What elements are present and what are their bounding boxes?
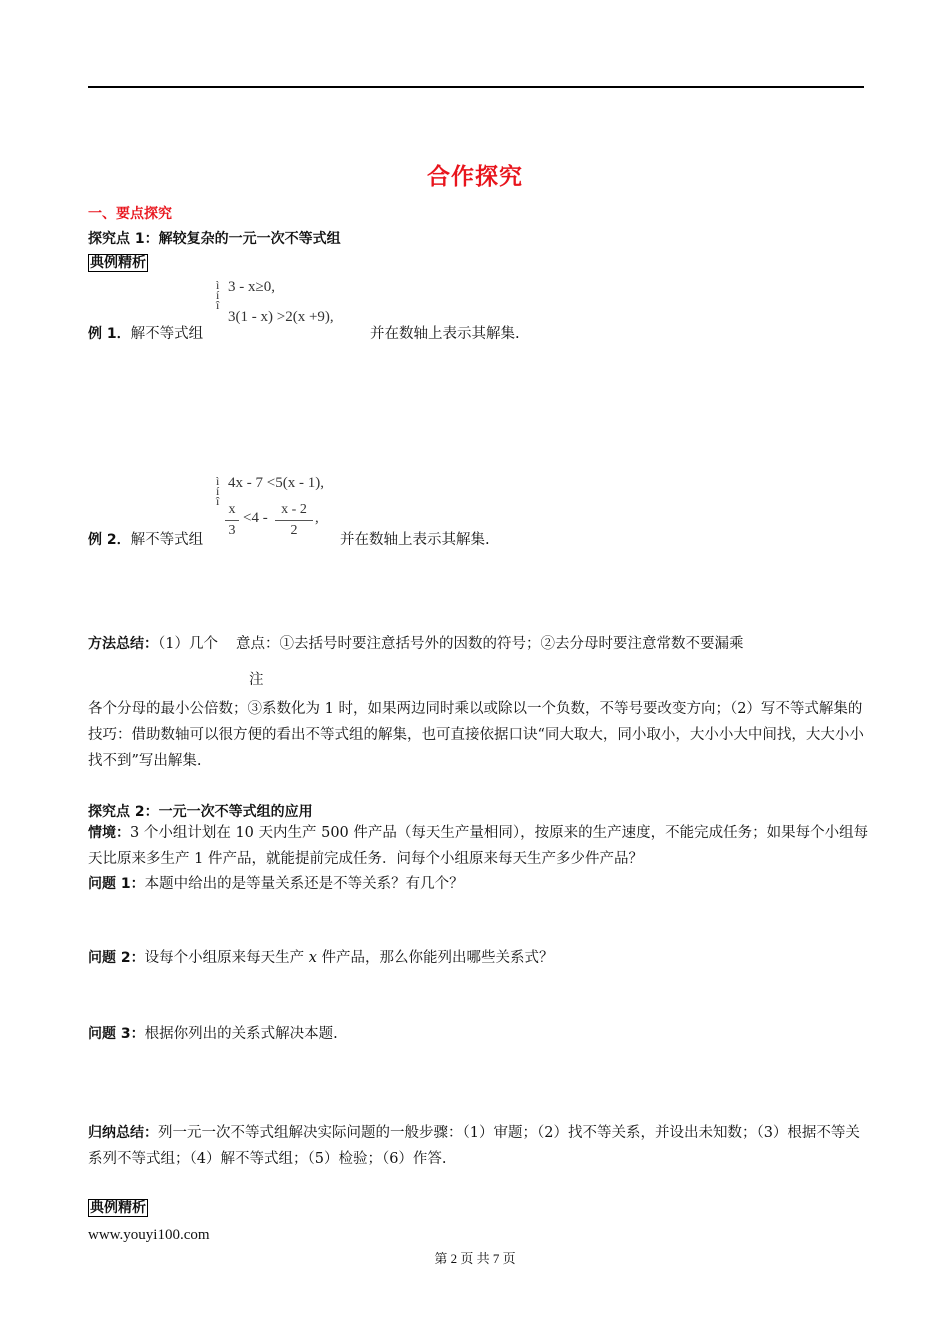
example2-frac2-num: x - 2	[281, 502, 307, 517]
induction-label: 归纳总结：	[88, 1125, 158, 1141]
method-summary-start: （1）几个	[158, 636, 218, 652]
footer-url[interactable]: www.youyi100.com	[88, 1227, 210, 1243]
example2-end: ,	[315, 510, 319, 526]
example2-suffix: 并在数轴上表示其解集.	[340, 532, 490, 548]
fraction-bar	[275, 520, 313, 521]
point1-heading: 探究点 1：解较复杂的一元一次不等式组	[88, 231, 341, 247]
method-summary-line1	[88, 632, 743, 653]
example1-line1: 3 - x≥0,	[228, 279, 275, 295]
section-heading: 一、要点探究	[88, 206, 172, 222]
page-title: 合作探究	[427, 164, 523, 190]
example1-prefix: 解不等式组	[130, 326, 204, 342]
point2-heading: 探究点 2：一元一次不等式组的应用	[88, 804, 313, 820]
question2-text-a: 设每个小组原来每天生产	[144, 950, 305, 966]
induction-text: 列一元一次不等式组解决实际问题的一般步骤：（1）审题；（2）找不等关系，并设出未知数；（3）根据不等关系列不等式组；（4）解不等式组；（5）检验；（6）作答.	[88, 1125, 860, 1167]
question1-label: 问题 1：	[88, 876, 145, 892]
method-summary-rest: 意点：①去括号时要注意括号外的因数的符号；②去分母时要注意常数不要漏乘	[235, 636, 744, 652]
footer-page-number: 第 2 页 共 7 页	[434, 1251, 516, 1266]
example2-line1: 4x - 7 <5(x - 1),	[228, 475, 324, 491]
example2-frac2-den: 2	[290, 523, 298, 538]
question2	[88, 946, 554, 967]
situation	[88, 820, 874, 872]
example1-text	[88, 322, 203, 343]
question1-text: 本题中给出的是等量关系还是不等关系？有几个？	[144, 876, 464, 892]
question2-label: 问题 2：	[88, 950, 145, 966]
question3	[88, 1022, 338, 1043]
method-summary-text: 各个分母的最小公倍数；③系数化为 1 时，如果两边同时乘以或除以一个负数，不等号要改变方向；（2）写不等式解集的技巧：借助数轴可以很方便的看出不等式组的解集，也可直接依据口诀“同大取大，同小取小，大小小大中间找，大大小小找不到”写出解集.	[88, 701, 864, 769]
method-summary-label: 方法总结：	[88, 636, 158, 652]
induction-summary	[88, 1120, 874, 1172]
brace-icon: ì í î	[216, 474, 220, 508]
example2-frac1-num: x	[228, 502, 236, 517]
question1	[88, 872, 464, 893]
example2-label: 例 2．	[88, 532, 131, 548]
question2-var: x	[308, 950, 317, 966]
example1-suffix: 并在数轴上表示其解集.	[370, 326, 520, 342]
fraction-bar	[225, 520, 239, 521]
example1-label: 例 1．	[88, 326, 131, 342]
example1-line2: 3(1 - x) >2(x +9),	[228, 309, 334, 325]
question3-label: 问题 3：	[88, 1026, 145, 1042]
examples-label-2: 典例精析	[90, 1200, 146, 1216]
header-rule	[88, 86, 864, 88]
brace-icon: ì í î	[216, 278, 220, 312]
question2-text-b: 件产品，那么你能列出哪些关系式？	[321, 950, 554, 966]
question3-text: 根据你列出的关系式解决本题.	[144, 1026, 338, 1042]
situation-text: 3 个小组计划在 10 天内生产 500 件产品（每天生产量相同），按原来的生产速度，不能完成任务；如果每个小组每天比原来多生产 1 件产品，就能提前完成任务．问每个小组原来每天生产多少件产品？	[88, 825, 869, 867]
examples-label: 典例精析	[90, 255, 146, 271]
example2-text	[88, 528, 203, 549]
example2-prefix: 解不等式组	[130, 532, 204, 548]
method-summary-note: 注	[249, 672, 264, 688]
example2-frac1-den: 3	[228, 523, 236, 538]
example2-mid: <4 -	[243, 510, 268, 526]
situation-label: 情境：	[88, 825, 130, 841]
